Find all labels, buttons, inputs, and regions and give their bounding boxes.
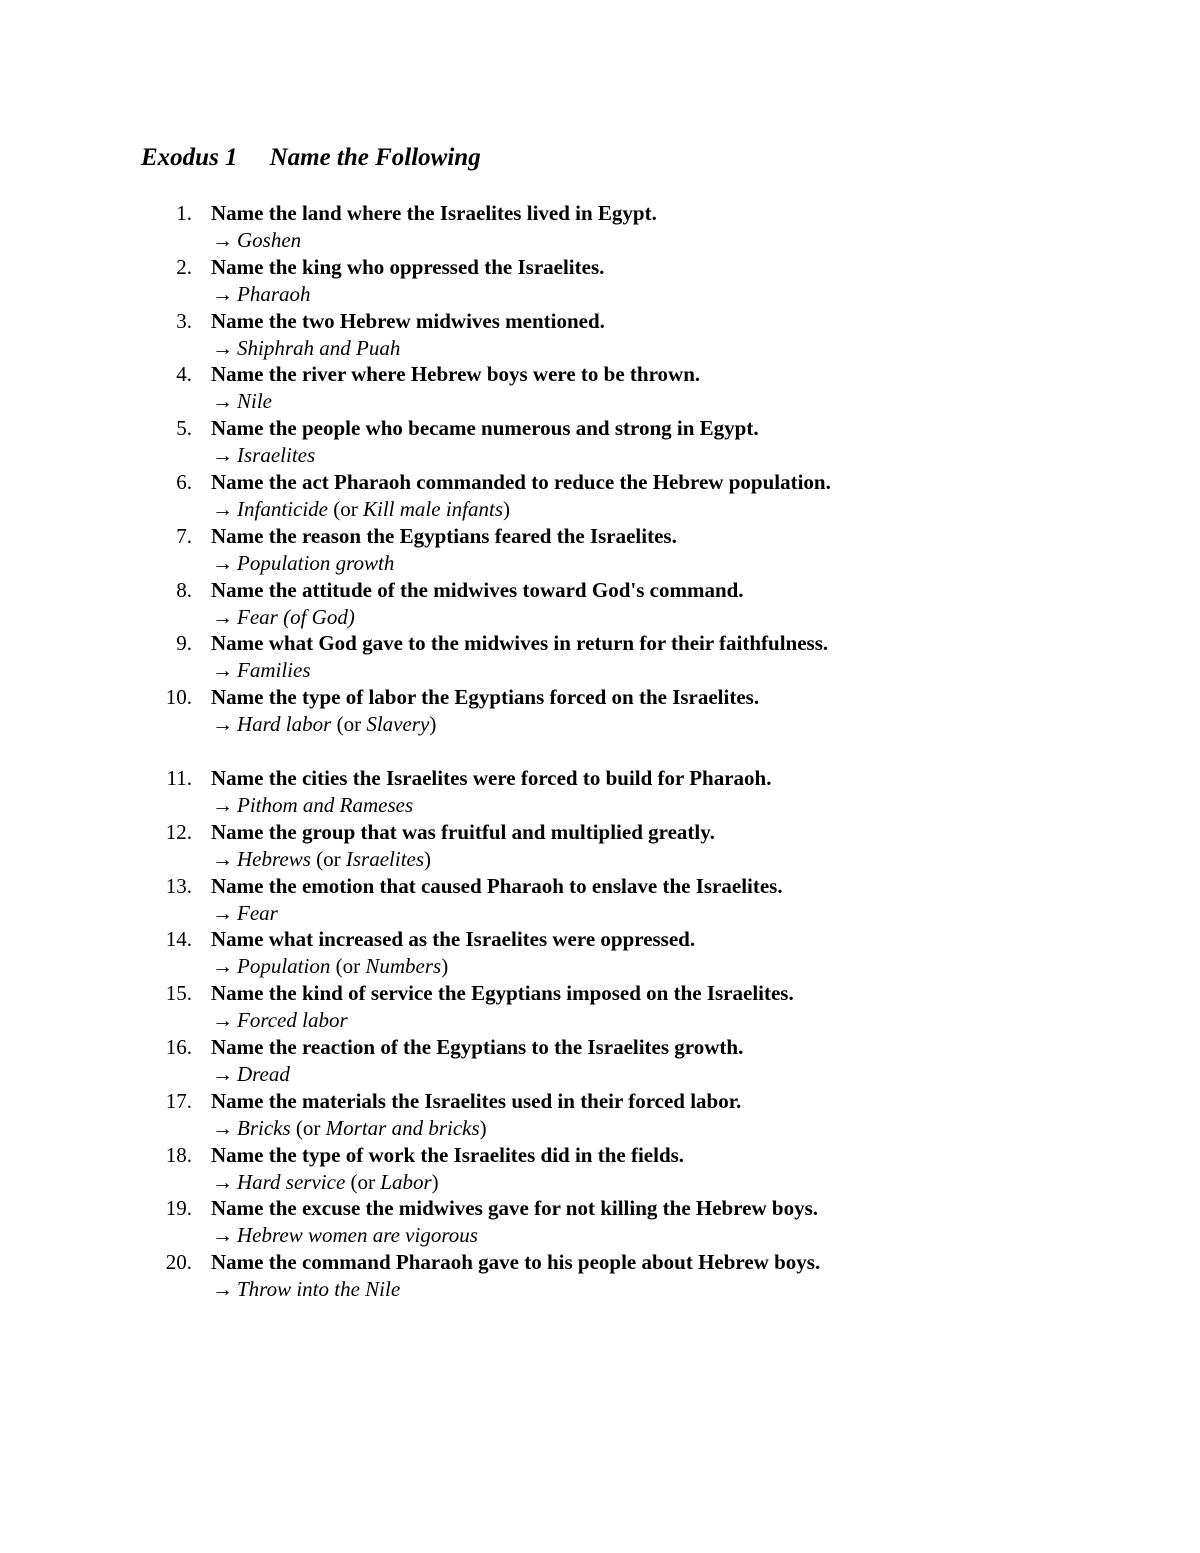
- list-item: [0, 522, 1200, 576]
- item-close-paren: ): [431, 1169, 439, 1194]
- item-answer: Fear: [237, 900, 278, 925]
- list-item: [0, 307, 1200, 361]
- item-question: Name the group that was fruitful and multiplied greatly.: [211, 819, 715, 844]
- item-number: 13.: [165, 873, 192, 898]
- item-answer: Throw into the Nile: [237, 1277, 401, 1302]
- arrow-right-icon: →: [212, 712, 233, 737]
- item-question: Name what God gave to the midwives in return for their faithfulness.: [211, 631, 829, 656]
- item-or-word: (or: [327, 496, 363, 521]
- item-number: 8.: [176, 577, 192, 602]
- item-close-paren: ): [429, 712, 437, 737]
- arrow-right-icon: →: [212, 335, 233, 360]
- item-number: 16.: [165, 1034, 192, 1059]
- item-alt-answer: Numbers: [365, 954, 442, 979]
- item-number: 14.: [165, 927, 192, 952]
- arrow-right-icon: →: [212, 604, 233, 629]
- list-item: [0, 414, 1200, 468]
- item-or-word: (or: [345, 1169, 381, 1194]
- list-item: [0, 683, 1200, 737]
- item-answer: Goshen: [237, 228, 302, 252]
- item-or-word: (or: [290, 1115, 326, 1140]
- item-answer: Pithom and Rameses: [237, 792, 414, 817]
- arrow-right-icon: →: [212, 1169, 233, 1194]
- item-number: 17.: [165, 1088, 192, 1113]
- item-number: 1.: [176, 201, 192, 225]
- item-question: Name what increased as the Israelites were oppressed.: [211, 927, 696, 952]
- item-answer-line: [212, 226, 301, 254]
- item-answer: Fear (of God): [237, 604, 355, 629]
- item-question: Name the people who became numerous and strong in Egypt.: [211, 416, 759, 441]
- item-answer-line: [212, 710, 436, 738]
- arrow-right-icon: →: [212, 281, 233, 306]
- item-answer-line: [212, 495, 510, 523]
- title-part-2: Name the Following: [269, 144, 481, 171]
- item-answer: Families: [237, 658, 311, 683]
- item-or-word: (or: [310, 846, 346, 871]
- list-item: [0, 925, 1200, 979]
- item-answer: Hebrews: [237, 846, 311, 871]
- list-item: [0, 1141, 1200, 1195]
- item-question: Name the cities the Israelites were forced to build for Pharaoh.: [211, 765, 772, 790]
- item-number: 19.: [165, 1196, 192, 1221]
- arrow-right-icon: →: [212, 496, 233, 521]
- item-question: Name the kind of service the Egyptians imposed on the Israelites.: [211, 981, 794, 1006]
- arrow-right-icon: →: [212, 228, 233, 252]
- item-close-paren: ): [479, 1115, 487, 1140]
- item-answer: Infanticide: [237, 496, 328, 521]
- item-number: 9.: [176, 631, 192, 656]
- item-answer: Forced labor: [237, 1008, 348, 1033]
- list-item: [0, 1194, 1200, 1248]
- item-number: 20.: [165, 1250, 192, 1275]
- item-close-paren: ): [503, 496, 510, 521]
- item-question: Name the type of work the Israelites did in the fields.: [211, 1142, 685, 1167]
- item-answer: Nile: [237, 389, 272, 414]
- item-answer-line: [212, 603, 355, 631]
- arrow-right-icon: →: [212, 658, 233, 683]
- item-number: 10.: [165, 685, 192, 710]
- arrow-right-icon: →: [212, 389, 233, 414]
- list-item: [0, 979, 1200, 1033]
- item-question: Name the river where Hebrew boys were to be thrown.: [211, 362, 701, 387]
- list-item: [0, 576, 1200, 630]
- item-or-word: (or: [330, 954, 366, 979]
- list-item: [0, 253, 1200, 307]
- item-question: Name the type of labor the Egyptians forced on the Israelites.: [211, 685, 760, 710]
- item-answer-line: [212, 334, 400, 362]
- arrow-right-icon: →: [212, 846, 233, 871]
- item-answer-line: [212, 845, 431, 873]
- item-answer-line: [212, 441, 315, 469]
- item-question: Name the attitude of the midwives toward God's command.: [211, 577, 744, 602]
- item-answer: Population: [237, 954, 331, 979]
- item-number: 11.: [166, 765, 192, 790]
- item-close-paren: ): [424, 846, 432, 871]
- item-answer: Bricks: [237, 1115, 291, 1140]
- list-item: [0, 818, 1200, 872]
- item-alt-answer: Kill male infants: [362, 496, 503, 521]
- item-answer-line: [212, 899, 278, 927]
- list-item: [0, 199, 1200, 253]
- item-answer-line: [212, 549, 394, 577]
- list-item: [0, 764, 1200, 818]
- item-number: 18.: [165, 1142, 192, 1167]
- item-answer: Population growth: [237, 550, 395, 575]
- arrow-right-icon: →: [212, 1061, 233, 1086]
- item-answer: Israelites: [237, 443, 316, 468]
- item-or-word: (or: [331, 712, 367, 737]
- item-answer-line: [212, 656, 311, 684]
- list-item: [0, 872, 1200, 926]
- item-number: 6.: [176, 469, 192, 494]
- page-title: [141, 140, 481, 176]
- item-answer-line: [212, 1168, 439, 1196]
- item-alt-answer: Labor: [380, 1169, 432, 1194]
- item-answer-line: [212, 387, 272, 415]
- arrow-right-icon: →: [212, 443, 233, 468]
- list-item: [0, 1248, 1200, 1302]
- arrow-right-icon: →: [212, 954, 233, 979]
- item-answer-line: [212, 1275, 400, 1303]
- item-question: Name the two Hebrew midwives mentioned.: [211, 308, 605, 333]
- item-alt-answer: Mortar and bricks: [325, 1115, 480, 1140]
- item-question: Name the reason the Egyptians feared the Israelites.: [211, 523, 677, 548]
- item-number: 5.: [176, 416, 192, 441]
- item-alt-answer: Slavery: [366, 712, 430, 737]
- item-question: Name the emotion that caused Pharaoh to enslave the Israelites.: [211, 873, 783, 898]
- item-answer: Hard labor: [237, 712, 332, 737]
- item-number: 4.: [176, 362, 192, 387]
- item-alt-answer: Israelites: [345, 846, 425, 871]
- item-question: Name the land where the Israelites lived in Egypt.: [211, 201, 657, 225]
- item-number: 12.: [165, 819, 192, 844]
- item-question: Name the materials the Israelites used in their forced labor.: [211, 1088, 742, 1113]
- item-question: Name the king who oppressed the Israelites.: [211, 254, 605, 279]
- item-number: 2.: [176, 254, 192, 279]
- item-answer: Shiphrah and Puah: [237, 335, 401, 360]
- arrow-right-icon: →: [212, 1008, 233, 1033]
- arrow-right-icon: →: [212, 900, 233, 925]
- item-answer: Pharaoh: [237, 281, 311, 306]
- list-item: [0, 1087, 1200, 1141]
- item-answer-line: [212, 1006, 348, 1034]
- item-answer-line: [212, 280, 311, 308]
- arrow-right-icon: →: [212, 550, 233, 575]
- list-item: [0, 468, 1200, 522]
- item-question: Name the command Pharaoh gave to his people about Hebrew boys.: [211, 1250, 821, 1275]
- arrow-right-icon: →: [212, 792, 233, 817]
- item-answer-line: [212, 1114, 487, 1142]
- list-item: [0, 360, 1200, 414]
- item-number: 7.: [176, 523, 192, 548]
- item-answer: Hard service: [237, 1169, 346, 1194]
- arrow-right-icon: →: [212, 1277, 233, 1302]
- item-close-paren: ): [441, 954, 449, 979]
- list-item: [0, 1033, 1200, 1087]
- list-item: [0, 629, 1200, 683]
- arrow-right-icon: →: [212, 1223, 233, 1248]
- item-question: Name the act Pharaoh commanded to reduce the Hebrew population.: [211, 469, 831, 494]
- item-answer-line: [212, 952, 448, 980]
- item-answer-line: [212, 1060, 290, 1088]
- item-question: Name the excuse the midwives gave for not killing the Hebrew boys.: [211, 1196, 819, 1221]
- question-list: [0, 199, 1200, 1302]
- arrow-right-icon: →: [212, 1115, 233, 1140]
- item-number: 3.: [176, 308, 192, 333]
- item-answer-line: [212, 1221, 478, 1249]
- item-answer-line: [212, 791, 413, 819]
- item-answer: Dread: [237, 1061, 290, 1086]
- title-part-1: Exodus 1: [141, 144, 238, 171]
- item-question: Name the reaction of the Egyptians to the Israelites growth.: [211, 1034, 744, 1059]
- item-number: 15.: [165, 981, 192, 1006]
- item-answer: Hebrew women are vigorous: [237, 1223, 478, 1248]
